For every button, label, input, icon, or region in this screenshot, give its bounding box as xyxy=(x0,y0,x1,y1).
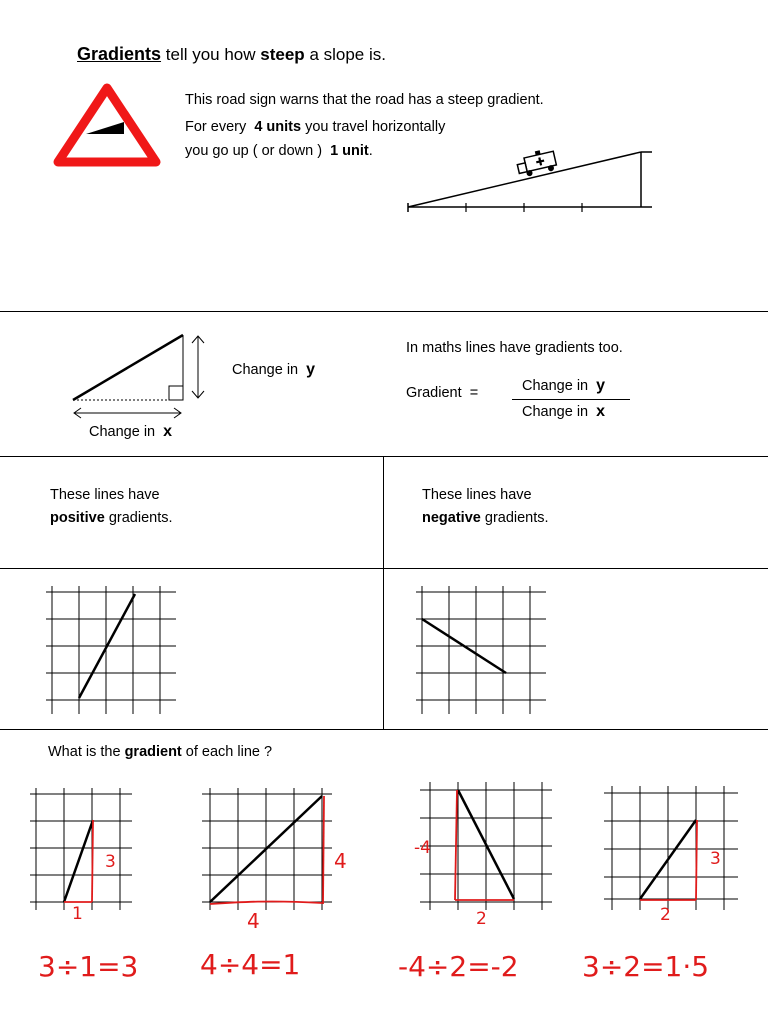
divider-2 xyxy=(0,456,768,457)
divider-4 xyxy=(0,729,768,730)
exercise-grid-4 xyxy=(600,780,750,925)
maths-intro: In maths lines have gradients too. xyxy=(406,340,623,356)
exercise-3-run: 2 xyxy=(476,909,487,929)
formula-numerator: Change in y xyxy=(522,377,606,394)
exercise-2-run: 4 xyxy=(247,909,260,933)
title-keyword: Gradients xyxy=(77,44,162,64)
change-in-y-label: Change in y xyxy=(232,361,316,378)
negative-line-1: These lines have xyxy=(422,487,532,503)
exercise-3-rise: -4 xyxy=(414,838,431,858)
answer-3-working: -4÷2=-2 xyxy=(398,950,519,983)
exercise-grid-1 xyxy=(28,786,138,924)
exercise-4-rise: 3 xyxy=(710,849,721,869)
exercise-1-run: 1 xyxy=(72,904,83,924)
negative-gradient-grid xyxy=(410,582,552,722)
positive-line-2: positive gradients. xyxy=(50,510,173,526)
formula-denominator: Change in x xyxy=(522,403,606,420)
divider-1 xyxy=(0,311,768,312)
gradient-formula-label: Gradient = xyxy=(406,385,479,401)
page-title xyxy=(77,44,386,65)
title-text-1: tell you how xyxy=(165,45,256,64)
divider-vertical xyxy=(383,456,384,729)
exercise-2-rise: 4 xyxy=(334,849,347,873)
answer-2-working: 4÷4=1 xyxy=(200,948,301,981)
divider-3 xyxy=(0,568,768,569)
sign-line-1: This road sign warns that the road has a steep gradient. xyxy=(185,92,544,108)
sign-line-3: you go up ( or down ) 1 unit. xyxy=(185,143,373,159)
sign-line-2: For every 4 units you travel horizontally xyxy=(185,119,446,135)
change-in-x-label: Change in x xyxy=(89,423,173,440)
question-text: What is the gradient of each line ? xyxy=(48,744,273,760)
exercise-4-run: 2 xyxy=(660,905,671,925)
positive-line-1: These lines have xyxy=(50,487,160,503)
title-steep: steep xyxy=(260,45,305,64)
negative-line-2: negative gradients. xyxy=(422,510,549,526)
fraction-bar xyxy=(512,399,630,400)
positive-gradient-grid xyxy=(40,582,182,722)
road-sign-icon xyxy=(52,82,162,168)
title-text-2: a slope is. xyxy=(309,45,386,64)
answer-4-working: 3÷2=1·5 xyxy=(582,950,710,983)
slope-diagram xyxy=(400,140,660,220)
exercise-grid-2 xyxy=(200,786,360,931)
exercise-grid-3 xyxy=(412,778,557,928)
answer-1-working: 3÷1=3 xyxy=(38,950,139,983)
exercise-1-rise: 3 xyxy=(105,852,116,872)
gradient-triangle-diagram xyxy=(68,330,218,410)
